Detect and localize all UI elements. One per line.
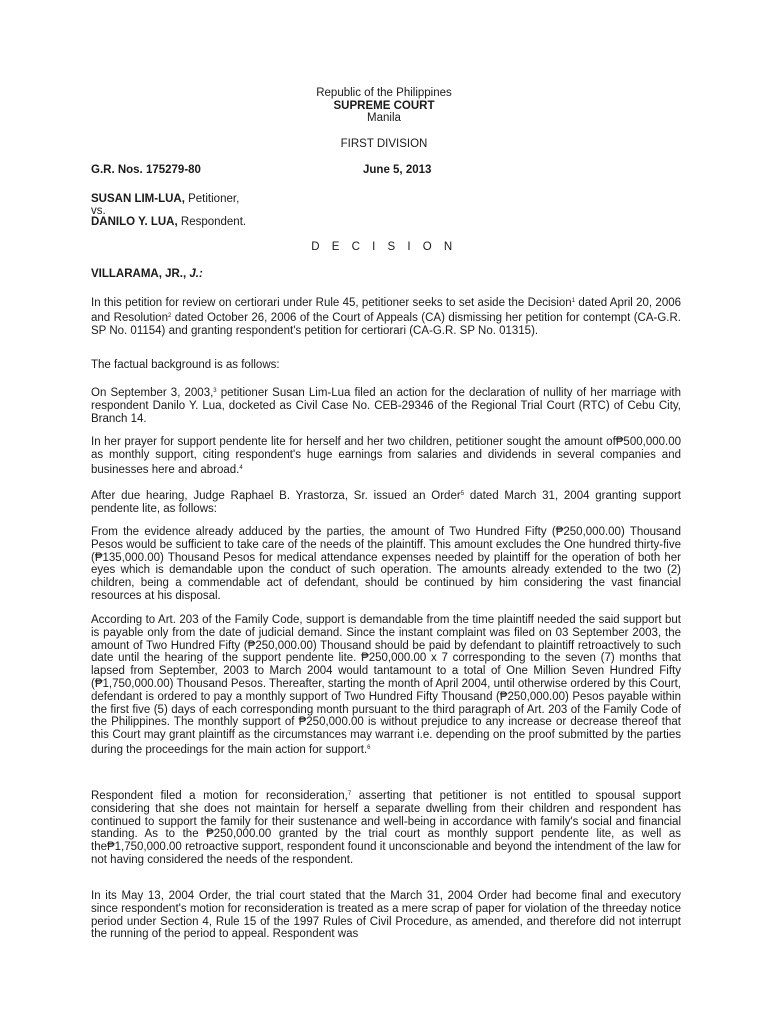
p5-text-b: dated March 31, 2004 granting support pendente lite, as follows: <box>91 490 681 515</box>
paragraph-9: In its May 13, 2004 Order, the trial court stated that the March 31, 2004 Order had become final and executory since respondent's motion for reconsideration is treated as a mere scrap of paper for violation of the threeday notice period under Section 4, Rule 15 of the 1997 Rules of Civil Procedure, as amended, and therefore did not interrupt the running of the period to appeal. Respondent was <box>91 890 681 941</box>
petitioner-role: Petitioner, <box>184 193 240 205</box>
p1-text-a: In this petition for review on certiorari under Rule 45, petitioner seeks to set aside the Decision <box>91 297 572 309</box>
respondent-role: Respondent. <box>177 216 247 228</box>
respondent-name: DANILO Y. LUA, <box>91 216 178 228</box>
court-name: SUPREME COURT <box>333 100 435 112</box>
paragraph-1 <box>91 295 681 337</box>
gr-number: G.R. Nos. 175279-80 <box>91 164 201 176</box>
p4-text-a: In her prayer for support pendente lite for herself and her two children, petitioner sought the amount of₱500,000.00 as monthly support, citing respondent's huge earnings from salaries and dividends in several companies and businesses here and abroad. <box>91 436 681 476</box>
p8-text-b: asserting that petitioner is not entitled to spousal support considering that she does not maintain for herself a separate dwelling from their children and respondent has continued to support the family for their sustenance and well-being in accordance with family's social and financial standing. As to the ₱250,000.00 granted by the trial court as monthly support pendente lite, as well as the₱1,750,000.00 retroactive support, respondent found it unconscionable and beyond the intendment of the law for not having considered the needs of the respondent. <box>91 790 681 866</box>
ponente-name: VILLARAMA, JR., <box>91 268 190 280</box>
footnote-ref-6[interactable]: 6 <box>367 744 371 751</box>
republic-line: Republic of the Philippines <box>316 87 452 99</box>
p8-text-a: Respondent filed a motion for reconsideration, <box>91 790 348 802</box>
paragraph-7 <box>91 614 681 757</box>
paragraph-6: From the evidence already adduced by the parties, the amount of Two Hundred Fifty (₱250,000.00) Thousand Pesos would be sufficient to take care of the needs of the plaintiff. This amount excludes the One hundred thirty-five (₱135,000.00) Thousand Pesos for medical attendance expenses needed by plaintiff for the operation of both her eyes which is demandable upon the conduct of such operation. The amounts already extended to the two (2) children, being a commendable act of defendant, should be continued by him considering the vast financial resources at his disposal. <box>91 526 681 602</box>
footnote-ref-1[interactable]: 1 <box>571 298 576 304</box>
p1-text-c: dated October 26, 2006 of the Court of Appeals (CA) dismissing her petition for contempt (CA-G.R. SP No. 01154) and granting respondent's petition for certiorari (CA-G.R. SP No. 01315). <box>91 311 681 337</box>
paragraph-5 <box>91 488 681 516</box>
paragraph-8 <box>91 788 681 867</box>
p3-text-b: petitioner Susan Lim-Lua filed an action for the declaration of nullity of her marriage with respondent Danilo Y. Lua, docketed as Civil Case No. CEB-29346 of the Regional Trial Court (RTC) of Cebu City, Branch 14. <box>91 387 681 425</box>
p1-text-b: dated April 20, 2006 and Resolution <box>91 297 682 324</box>
decision-heading: D E C I S I O N <box>311 241 457 253</box>
case-date: June 5, 2013 <box>363 164 432 176</box>
footnote-ref-3[interactable]: 3 <box>213 388 217 394</box>
paragraph-4 <box>91 436 681 476</box>
court-city: Manila <box>367 112 401 124</box>
footnote-ref-7[interactable]: 7 <box>347 791 352 797</box>
division-line: FIRST DIVISION <box>340 138 428 150</box>
ponente-suffix: J.: <box>189 268 203 280</box>
petitioner-name: SUSAN LIM-LUA, <box>91 193 185 205</box>
paragraph-3 <box>91 385 681 425</box>
respondent-line <box>91 216 246 228</box>
p7-text-a: According to Art. 203 of the Family Code, support is demandable from the time plaintiff needed the said support but is payable only from the date of judicial demand. Since the instant complaint was filed on 03 September 2003, the amount of Two Hundred Fifty (₱250,000.00) Thousand should be paid by defendant to plaintiff retroactively to such date until the hearing of the support pendente lite. ₱250,000.00 x 7 corresponding to the seven (7) months that lapsed from September, 2003 to March 2004 would tantamount to a total of One Million Seven Hundred Fifty (₱1,750,000.00) Thousand Pesos. Thereafter, starting the month of April 2004, until otherwise ordered by this Court, defendant is ordered to pay a monthly support of Two Hundred Fifty Thousand (₱250,000.00) Pesos payable within the first five (5) days of each corresponding month pursuant to the third paragraph of Art. 203 of the Family Code of the Philippines. The monthly support of ₱250,000.00 is without prejudice to any increase or decrease thereof that this Court may grant plaintiff as the circumstances may warrant i.e. depending on the proof submitted by the parties during the proceedings for the main action for support. <box>91 614 681 756</box>
footnote-ref-4[interactable]: 4 <box>239 464 243 471</box>
paragraph-2: The factual background is as follows: <box>91 359 280 371</box>
ponente-line <box>91 268 203 280</box>
case-number-line <box>91 164 432 176</box>
p3-text-a: On September 3, 2003, <box>91 387 214 399</box>
versus-line: vs. <box>91 205 106 217</box>
footnote-ref-2[interactable]: 2 <box>167 312 172 319</box>
petitioner-line <box>91 193 239 205</box>
footnote-ref-5[interactable]: 5 <box>460 491 465 497</box>
p5-text-a: After due hearing, Judge Raphael B. Yrastorza, Sr. issued an Order <box>91 490 461 502</box>
